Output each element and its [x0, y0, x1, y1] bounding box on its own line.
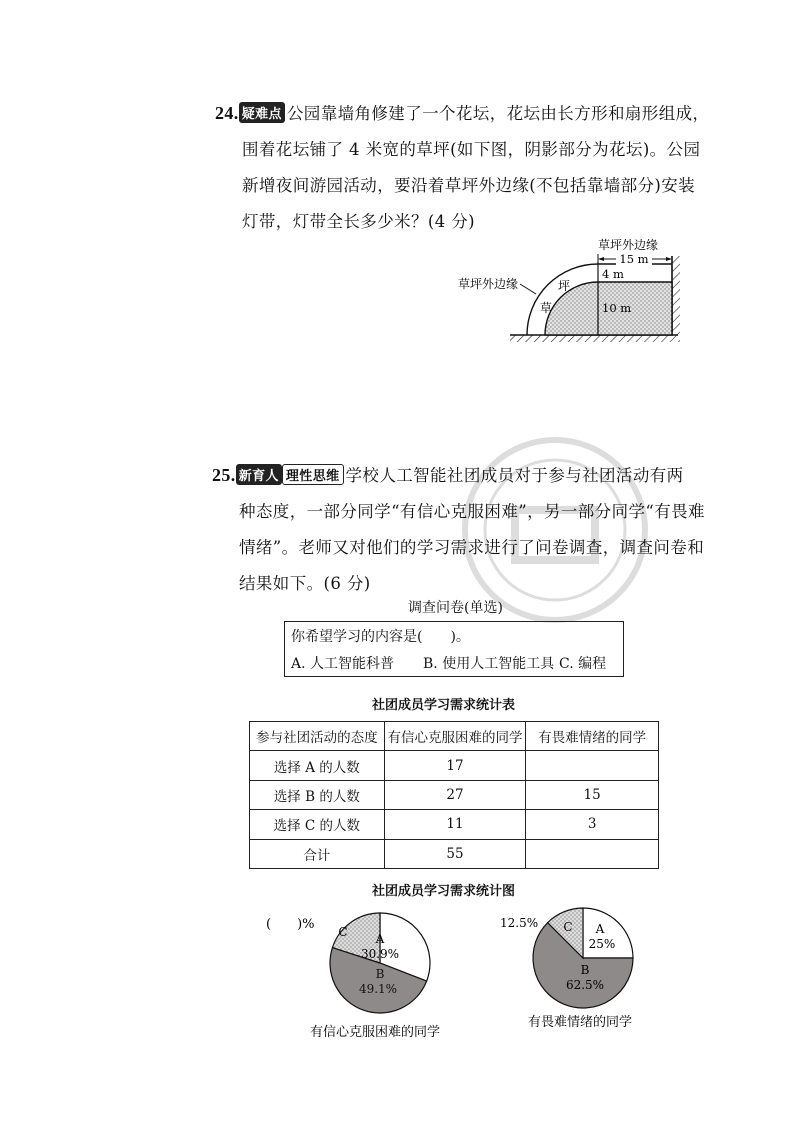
ground-hatch — [510, 335, 680, 342]
leader-line — [520, 284, 536, 294]
arrow-left — [598, 257, 604, 261]
survey-option-a: A. 人工智能科普 — [291, 656, 395, 672]
lawn-char-1: 草 — [540, 301, 553, 315]
q24-line-4: 灯带，灯带全长多少米？(4 分) — [242, 212, 476, 231]
table-row-label: 选择 A 的人数 — [250, 751, 385, 780]
table-cell-fearful: 3 — [526, 810, 659, 839]
flowerbed-diagram — [440, 232, 690, 352]
q24-line-2: 围着花坛铺了 4 米宽的草坪(如下图，阴影部分为花坛)。公园 — [242, 140, 701, 159]
table-cell-confident: 27 — [384, 780, 526, 809]
table-header-row — [250, 722, 659, 751]
q24-text-1: 公园靠墙角修建了一个花坛，花坛由长方形和扇形组成， — [286, 104, 710, 123]
pie1-slice-a-letter: A — [375, 932, 385, 946]
survey-option-b: B. 使用人工智能工具 — [423, 656, 555, 672]
pie-chart-fearful — [533, 908, 633, 1008]
q24-line-3: 新增夜间游园活动，要沿着草坪外边缘(不包括靠墙部分)安装 — [242, 176, 696, 195]
survey-title: 调查问卷(单选) — [408, 600, 503, 616]
q24-line-1 — [215, 100, 709, 124]
table-row-label: 选择 C 的人数 — [250, 810, 385, 839]
pie2-slice-a-label: 25% — [588, 937, 616, 951]
q25-tag2-badge: 理性思维 — [282, 464, 344, 485]
lawn-char-2: 坪 — [558, 279, 571, 293]
pie1-title: 有信心克服困难的同学 — [310, 1025, 441, 1040]
pie2-slice-b-label: 62.5% — [565, 978, 605, 992]
table-row — [250, 751, 659, 780]
table-header-cell: 参与社团活动的态度 — [250, 722, 385, 751]
pie1-slice-c-letter: C — [338, 925, 348, 939]
pie1-c-blank-label: ( )% — [266, 917, 315, 932]
table-cell-confident: 11 — [384, 810, 526, 839]
table-row-label: 合计 — [250, 839, 385, 868]
label-lawn-edge-top: 草坪外边缘 — [598, 238, 659, 252]
q24-number: 24. — [215, 103, 239, 123]
table-header-cell: 有信心克服困难的同学 — [384, 722, 526, 751]
table-cell-fearful: 15 — [526, 780, 659, 809]
pie1-slice-a-label: 30.9% — [360, 947, 400, 961]
height-label: 10 m — [602, 301, 632, 315]
pie2-slice-a-letter: A — [595, 922, 605, 936]
charts-title: 社团成员学习需求统计图 — [372, 884, 516, 899]
width-label: 15 m — [619, 252, 649, 266]
pie1-slice-b-label: 49.1% — [358, 982, 398, 996]
q25-number: 25. — [212, 465, 236, 485]
arrow-right — [666, 257, 672, 261]
table-title: 社团成员学习需求统计表 — [372, 698, 516, 713]
table-cell-fearful — [526, 751, 659, 780]
wall-hatch — [672, 256, 680, 336]
q25-line-4: 结果如下。(6 分) — [239, 574, 371, 593]
table-row — [250, 810, 659, 839]
table-row — [250, 780, 659, 809]
pie2-slice-b-letter: B — [580, 963, 590, 977]
pie-charts — [250, 898, 670, 1043]
lawn-width-label: 4 m — [602, 267, 624, 281]
table-cell-confident: 17 — [384, 751, 526, 780]
survey-option-c: C. 编程 — [559, 656, 607, 672]
label-lawn-edge-left: 草坪外边缘 — [458, 277, 519, 291]
pie2-slice-c-letter: C — [563, 920, 573, 934]
stats-table — [249, 721, 659, 869]
table-cell-fearful — [526, 839, 659, 868]
table-header-cell: 有畏难情绪的同学 — [526, 722, 659, 751]
q24-tag-badge: 疑难点 — [239, 102, 285, 123]
survey-box — [284, 621, 624, 677]
survey-question: 你希望学习的内容是( )。 — [291, 629, 470, 645]
q25-tag-badge: 新育人 — [236, 464, 282, 485]
pie2-slice-c-label: 12.5% — [500, 916, 539, 930]
table-row — [250, 839, 659, 868]
q25-line-2: 种态度，一部分同学“有信心克服困难”，另一部分同学“有畏难 — [239, 502, 705, 521]
q25-line-1 — [212, 462, 684, 486]
q25-text-1: 学校人工智能社团成员对于参与社团活动有两 — [345, 466, 684, 485]
pie1-slice-b-letter: B — [375, 967, 385, 981]
table-row-label: 选择 B 的人数 — [250, 780, 385, 809]
table-cell-confident: 55 — [384, 839, 526, 868]
q25-line-3: 情绪”。老师又对他们的学习需求进行了问卷调查，调查问卷和 — [239, 538, 705, 557]
pie2-title: 有畏难情绪的同学 — [528, 1015, 633, 1030]
